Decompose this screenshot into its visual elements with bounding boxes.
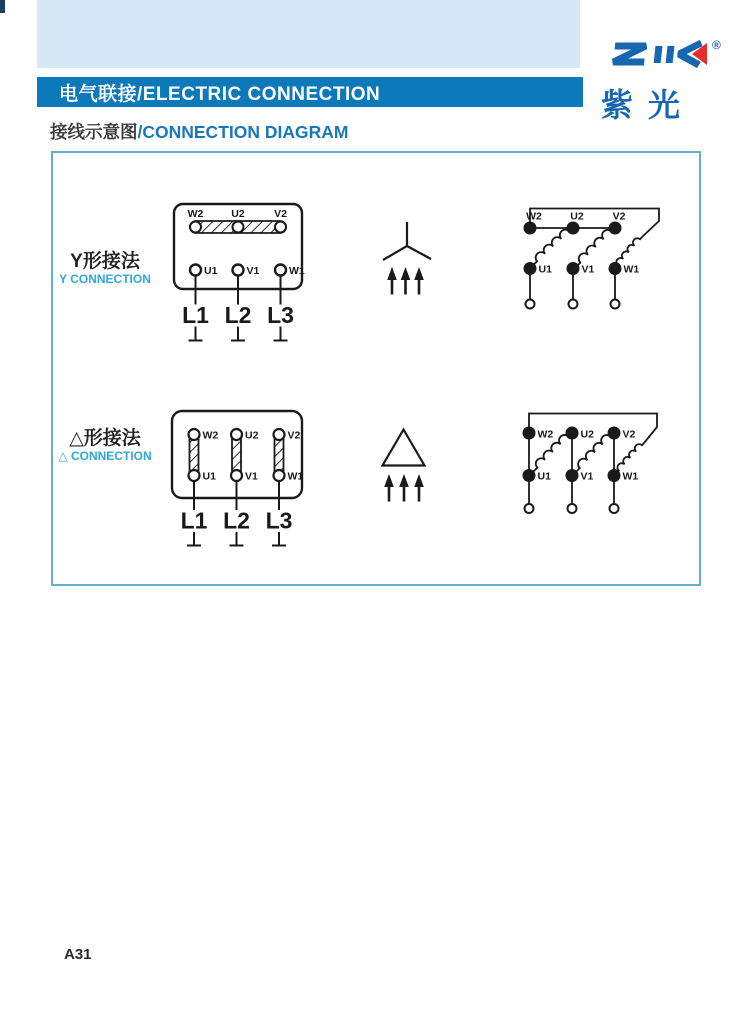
winding-label: U2 (580, 428, 594, 441)
terminal-label: V2 (287, 429, 301, 442)
delta-winding-schematic (523, 414, 658, 514)
delta-connection-label-zh: △形接法 (69, 428, 141, 449)
winding-label: V1 (580, 470, 594, 483)
logo-letter-z (613, 46, 646, 62)
delta-terminal-box (172, 411, 303, 546)
winding-label: U1 (537, 470, 551, 483)
phase-arrows (384, 474, 424, 502)
line-label: L3 (267, 302, 294, 328)
subtitle-chinese: 接线示意图 (50, 122, 138, 142)
winding-label: U2 (570, 210, 584, 223)
winding-label: W2 (537, 428, 554, 441)
scan-artifact-mark (0, 0, 5, 13)
y-connection-label-zh: Y形接法 (70, 251, 140, 272)
star-symbol (383, 222, 431, 295)
terminal-label: U2 (245, 429, 259, 442)
y-winding-schematic (524, 209, 660, 309)
winding-label: V1 (581, 263, 595, 276)
line-label: L1 (182, 302, 209, 328)
phase-arrows (387, 267, 424, 295)
logo-letter-i1 (657, 46, 659, 63)
terminal-label: U1 (204, 265, 218, 277)
connection-diagram-frame (51, 151, 701, 586)
terminal-label: V1 (245, 470, 258, 483)
terminal-label: W2 (202, 429, 219, 442)
terminal-label: U1 (202, 470, 216, 483)
y-connection-row (59, 204, 659, 341)
line-label: L2 (223, 507, 250, 534)
line-label: L3 (265, 507, 293, 534)
line-label: L2 (224, 302, 252, 328)
winding-label: W2 (526, 210, 542, 223)
terminal-label: V1 (246, 265, 260, 277)
terminal-label: W1 (287, 470, 304, 483)
terminal-label: W2 (187, 208, 204, 220)
winding-label: W1 (622, 470, 639, 483)
delta-connection-label-en: △ CONNECTION (58, 449, 152, 463)
delta-symbol (383, 430, 425, 502)
winding-label: V2 (612, 210, 626, 223)
line-label: L1 (180, 507, 208, 534)
connection-diagram-canvas (53, 153, 699, 584)
top-band (37, 0, 580, 68)
winding-label: U1 (538, 263, 552, 276)
zik-logo-mark (597, 36, 737, 82)
page-subtitle (50, 119, 348, 144)
terminal-label: W1 (289, 265, 305, 277)
logo-letter-i2 (669, 46, 671, 63)
section-header-bar (37, 77, 583, 107)
brand-logo (597, 36, 737, 82)
delta-connection-row (58, 411, 657, 546)
terminal-label: V2 (274, 208, 287, 220)
brand-name-chinese: 紫光 (601, 87, 696, 123)
winding-label: V2 (622, 428, 636, 441)
section-title: 电气联接/ELECTRIC CONNECTION (59, 83, 381, 105)
subtitle-english: /CONNECTION DIAGRAM (137, 122, 349, 142)
y-terminal-box (174, 204, 305, 341)
y-connection-label-en: Y CONNECTION (59, 272, 151, 286)
registered-trademark-symbol: ® (712, 38, 721, 52)
winding-label: W1 (623, 263, 640, 276)
terminal-label: U2 (231, 208, 245, 220)
page-number: A31 (64, 946, 92, 963)
